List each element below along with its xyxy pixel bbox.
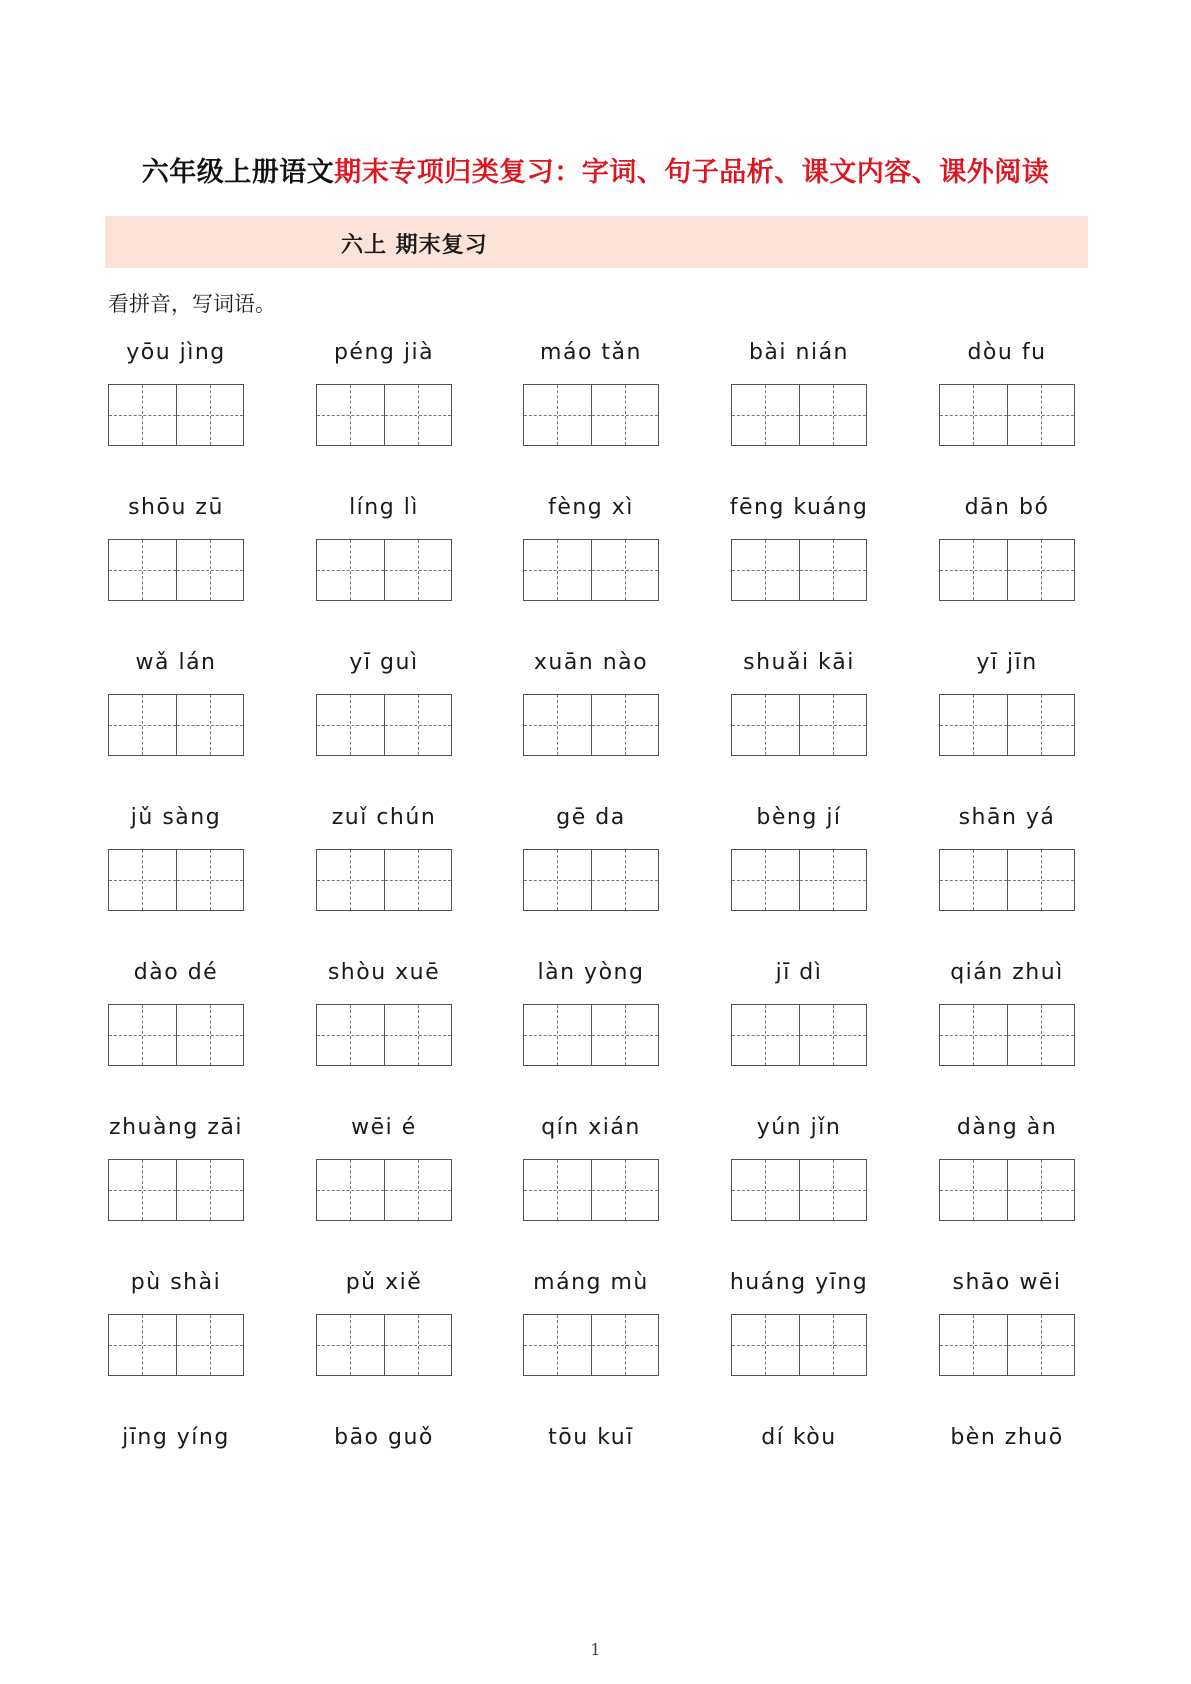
pinyin-label: fèng xì [548,495,634,520]
tianzige-cell[interactable] [524,540,591,600]
tianzige-cell[interactable] [384,540,452,600]
tianzige-cell[interactable] [524,385,591,445]
tianzige-cell[interactable] [940,1005,1007,1065]
tianzige-cell[interactable] [591,1160,659,1220]
writing-box-pair[interactable] [108,384,244,446]
tianzige-cell[interactable] [176,1315,244,1375]
tianzige-cell[interactable] [940,695,1007,755]
pinyin-label: qín xián [541,1115,641,1140]
tianzige-cell[interactable] [591,695,659,755]
tianzige-cell[interactable] [176,1160,244,1220]
writing-box-pair[interactable] [108,849,244,911]
tianzige-cell[interactable] [109,1160,176,1220]
tianzige-cell[interactable] [524,1160,591,1220]
tianzige-cell[interactable] [940,540,1007,600]
writing-box-pair[interactable] [316,694,452,756]
tianzige-cell[interactable] [317,385,384,445]
pinyin-label: wēi é [351,1115,417,1140]
tianzige-cell[interactable] [524,850,591,910]
writing-box-pair[interactable] [523,694,659,756]
writing-box-pair[interactable] [316,539,452,601]
writing-box-pair[interactable] [731,1314,867,1376]
pinyin-label: bèng jí [756,805,842,830]
writing-box-pair[interactable] [939,1004,1075,1066]
writing-box-pair[interactable] [523,384,659,446]
tianzige-cell[interactable] [176,1005,244,1065]
tianzige-cell[interactable] [799,540,867,600]
tianzige-cell[interactable] [591,385,659,445]
pinyin-label: shuǎi kāi [743,650,855,675]
tianzige-cell[interactable] [384,385,452,445]
tianzige-cell[interactable] [109,540,176,600]
writing-box-pair[interactable] [939,694,1075,756]
banner-label: 六上 期末复习 [341,233,488,258]
tianzige-cell[interactable] [384,695,452,755]
tianzige-cell[interactable] [317,1005,384,1065]
writing-box-pair[interactable] [316,1314,452,1376]
pinyin-label: jī dì [775,960,823,985]
writing-box-pair[interactable] [108,1159,244,1221]
tianzige-cell[interactable] [384,1160,452,1220]
tianzige-cell[interactable] [799,1160,867,1220]
pinyin-label: huáng yīng [729,1270,869,1295]
tianzige-cell[interactable] [591,850,659,910]
pinyin-label: yún jǐn [756,1115,842,1140]
pinyin-label: dān bó [964,495,1050,520]
writing-box-pair[interactable] [939,539,1075,601]
pinyin-label: zhuàng zāi [109,1115,243,1140]
tianzige-cell[interactable] [1007,1160,1075,1220]
pinyin-label: bài nián [748,340,850,365]
writing-box-pair[interactable] [316,1004,452,1066]
writing-box-pair[interactable] [108,1314,244,1376]
tianzige-cell[interactable] [109,1005,176,1065]
pinyin-label: bāo guǒ [334,1425,434,1450]
tianzige-cell[interactable] [1007,850,1075,910]
pinyin-label: bèn zhuō [950,1425,1064,1450]
tianzige-cell[interactable] [384,1005,452,1065]
tianzige-cell[interactable] [109,1315,176,1375]
pinyin-label: shān yá [958,805,1056,830]
tianzige-cell[interactable] [317,1160,384,1220]
pinyin-label: fēng kuáng [729,495,869,520]
tianzige-cell[interactable] [384,1315,452,1375]
tianzige-cell[interactable] [1007,1005,1075,1065]
tianzige-cell[interactable] [940,1315,1007,1375]
pinyin-label: pǔ xiě [345,1270,423,1295]
pinyin-label: máo tǎn [540,340,642,365]
tianzige-cell[interactable] [317,1315,384,1375]
writing-box-pair[interactable] [108,539,244,601]
writing-box-pair[interactable] [316,384,452,446]
writing-box-pair[interactable] [523,1159,659,1221]
tianzige-cell[interactable] [799,385,867,445]
title-prefix: 六年级上册语文 [141,157,335,188]
writing-box-pair[interactable] [731,539,867,601]
writing-box-pair[interactable] [731,694,867,756]
tianzige-cell[interactable] [591,1005,659,1065]
tianzige-cell[interactable] [317,695,384,755]
pinyin-label: wǎ lán [135,650,217,675]
writing-box-pair[interactable] [939,384,1075,446]
pinyin-label: dòu fu [967,340,1047,365]
writing-box-pair[interactable] [731,849,867,911]
tianzige-cell[interactable] [940,385,1007,445]
pinyin-label: máng mù [533,1270,649,1295]
writing-box-pair[interactable] [108,1004,244,1066]
tianzige-cell[interactable] [176,695,244,755]
pinyin-label: dí kòu [761,1425,837,1450]
writing-box-pair[interactable] [523,1314,659,1376]
writing-box-pair[interactable] [108,694,244,756]
pinyin-label: líng lì [349,495,419,520]
tianzige-cell[interactable] [732,1315,799,1375]
tianzige-cell[interactable] [799,1315,867,1375]
tianzige-cell[interactable] [732,695,799,755]
writing-box-pair[interactable] [523,1004,659,1066]
writing-box-pair[interactable] [939,1314,1075,1376]
tianzige-cell[interactable] [384,850,452,910]
writing-box-pair[interactable] [316,849,452,911]
pinyin-label: dào dé [133,960,219,985]
tianzige-cell[interactable] [176,385,244,445]
pinyin-label: yī jīn [976,650,1038,675]
tianzige-cell[interactable] [317,540,384,600]
pinyin-label: gē da [556,805,626,830]
tianzige-cell[interactable] [940,850,1007,910]
writing-box-pair[interactable] [939,1159,1075,1221]
exercise-instruction: 看拼音，写词语。 [108,292,276,316]
pinyin-label: shōu zū [128,495,224,520]
pinyin-label: qián zhuì [950,960,1064,985]
tianzige-cell[interactable] [799,850,867,910]
pinyin-label: jǔ sàng [130,805,222,830]
writing-box-pair[interactable] [316,1159,452,1221]
tianzige-cell[interactable] [1007,1315,1075,1375]
tianzige-cell[interactable] [1007,695,1075,755]
tianzige-cell[interactable] [732,1005,799,1065]
pinyin-label: shāo wēi [952,1270,1062,1295]
pinyin-label: péng jià [333,340,435,365]
writing-box-pair[interactable] [939,849,1075,911]
tianzige-cell[interactable] [109,695,176,755]
writing-box-pair[interactable] [523,849,659,911]
pinyin-label: yōu jìng [126,340,226,365]
tianzige-cell[interactable] [524,1315,591,1375]
pinyin-label: yī guì [349,650,419,675]
writing-box-pair[interactable] [523,539,659,601]
title-highlight: 期末专项归类复习：字词、句子品析、课文内容、课外阅读 [334,157,1050,188]
tianzige-cell[interactable] [591,540,659,600]
pinyin-label: tōu kuī [548,1425,634,1450]
writing-box-pair[interactable] [731,384,867,446]
tianzige-cell[interactable] [591,1315,659,1375]
tianzige-cell[interactable] [524,695,591,755]
tianzige-cell[interactable] [109,850,176,910]
tianzige-cell[interactable] [799,695,867,755]
tianzige-cell[interactable] [799,1005,867,1065]
tianzige-cell[interactable] [1007,385,1075,445]
tianzige-cell[interactable] [176,850,244,910]
pinyin-label: shòu xuē [327,960,441,985]
pinyin-label: dàng àn [956,1115,1058,1140]
pinyin-label: làn yòng [537,960,645,985]
pinyin-label: xuān nào [533,650,649,675]
pinyin-label: pù shài [130,1270,222,1295]
page-number: 1 [590,1640,601,1659]
tianzige-cell[interactable] [109,385,176,445]
writing-box-pair[interactable] [731,1159,867,1221]
tianzige-cell[interactable] [732,850,799,910]
pinyin-label: zuǐ chún [331,805,437,830]
tianzige-cell[interactable] [176,540,244,600]
tianzige-cell[interactable] [732,1160,799,1220]
pinyin-label: jīng yíng [122,1425,230,1450]
tianzige-cell[interactable] [1007,540,1075,600]
writing-box-pair[interactable] [731,1004,867,1066]
tianzige-cell[interactable] [732,385,799,445]
tianzige-cell[interactable] [317,850,384,910]
tianzige-cell[interactable] [940,1160,1007,1220]
tianzige-cell[interactable] [732,540,799,600]
tianzige-cell[interactable] [524,1005,591,1065]
